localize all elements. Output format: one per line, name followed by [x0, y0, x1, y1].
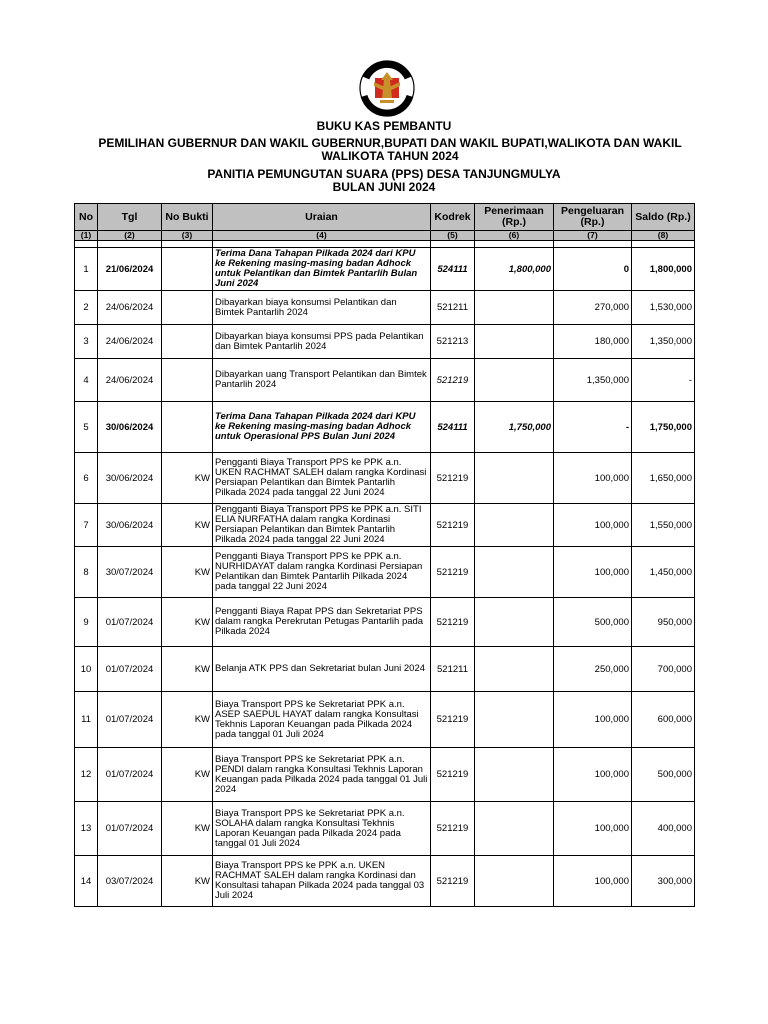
row-number: 11	[75, 692, 98, 748]
row-number: 1	[75, 248, 98, 291]
row-balance: 950,000	[632, 598, 695, 647]
row-expense: 270,000	[554, 291, 632, 325]
row-income	[475, 692, 554, 748]
col-number: (1)	[75, 231, 98, 241]
row-income	[475, 325, 554, 359]
row-date: 01/07/2024	[98, 692, 162, 748]
col-number: (4)	[213, 231, 431, 241]
row-date: 21/06/2024	[98, 248, 162, 291]
col-header-kodrek: Kodrek	[431, 204, 475, 231]
kpu-logo	[356, 58, 418, 118]
col-header-no: No	[75, 204, 98, 231]
table-row	[75, 802, 695, 856]
row-description: Biaya Transport PPS ke Sekretariat PPK a.n. ASEP SAEPUL HAYAT dalam rangka Konsultasi Tekhnis Laporan Keuangan pada Pilkada 2024 pada tanggal 01 Juli 2024	[213, 692, 431, 748]
row-date: 30/07/2024	[98, 547, 162, 598]
row-receipt: KW	[162, 647, 213, 692]
row-account-code: 521219	[431, 359, 475, 402]
row-number: 14	[75, 856, 98, 907]
row-description: Dibayarkan biaya konsumsi Pelantikan dan Bimtek Pantarlih 2024	[213, 291, 431, 325]
row-account-code: 524111	[431, 402, 475, 453]
row-number: 6	[75, 453, 98, 504]
row-description: Pengganti Biaya Rapat PPS dan Sekretariat PPS dalam rangka Perekrutan Petugas Pantarlih pada Pilkada 2024	[213, 598, 431, 647]
table-row	[75, 248, 695, 291]
row-number: 5	[75, 402, 98, 453]
row-expense: 0	[554, 248, 632, 291]
row-description: Pengganti Biaya Transport PPS ke PPK a.n. SITI ELIA NURFATHA dalam rangka Kordinasi Persiapan Pelantikan dan Bimtek Pantarlih Pilkada 2024 pada tanggal 22 Juni 2024	[213, 504, 431, 547]
row-number: 10	[75, 647, 98, 692]
row-account-code: 521213	[431, 325, 475, 359]
row-balance: 1,530,000	[632, 291, 695, 325]
row-number: 7	[75, 504, 98, 547]
row-account-code: 524111	[431, 248, 475, 291]
row-expense: 100,000	[554, 504, 632, 547]
col-number: (7)	[554, 231, 632, 241]
row-receipt: KW	[162, 856, 213, 907]
row-receipt: KW	[162, 504, 213, 547]
row-description: Biaya Transport PPS ke Sekretariat PPK a.n. PENDI dalam rangka Konsultasi Tekhnis Laporan Keuangan pada Pilkada 2024 pada tanggal 01 Juli 2024	[213, 748, 431, 802]
row-description: Terima Dana Tahapan Pilkada 2024 dari KPU ke Rekening masing-masing badan Adhock untuk Pelantikan dan Bimtek Pantarlih Bulan Juni 2024	[213, 248, 431, 291]
table-header-row	[75, 204, 695, 231]
table-row	[75, 291, 695, 325]
row-income	[475, 453, 554, 504]
col-number: (8)	[632, 231, 695, 241]
row-income: 1,750,000	[475, 402, 554, 453]
row-receipt: KW	[162, 547, 213, 598]
col-header-pengeluaran: Pengeluaran (Rp.)	[554, 204, 632, 231]
row-balance: 1,650,000	[632, 453, 695, 504]
row-date: 30/06/2024	[98, 504, 162, 547]
row-description: Dibayarkan uang Transport Pelantikan dan Bimtek Pantarlih 2024	[213, 359, 431, 402]
row-description: Dibayarkan biaya konsumsi PPS pada Pelantikan dan Bimtek Pantarlih 2024	[213, 325, 431, 359]
col-header-tgl: Tgl	[98, 204, 162, 231]
row-expense: 100,000	[554, 547, 632, 598]
row-balance: 1,350,000	[632, 325, 695, 359]
row-income	[475, 598, 554, 647]
row-date: 24/06/2024	[98, 291, 162, 325]
col-header-penerimaan: Penerimaan (Rp.)	[475, 204, 554, 231]
row-balance: 700,000	[632, 647, 695, 692]
row-receipt	[162, 359, 213, 402]
row-income	[475, 748, 554, 802]
table-row	[75, 692, 695, 748]
row-balance: 1,450,000	[632, 547, 695, 598]
row-balance: 1,800,000	[632, 248, 695, 291]
row-account-code: 521219	[431, 598, 475, 647]
col-number: (6)	[475, 231, 554, 241]
table-row	[75, 856, 695, 907]
row-receipt: KW	[162, 748, 213, 802]
table-row	[75, 504, 695, 547]
row-expense: -	[554, 402, 632, 453]
row-receipt: KW	[162, 598, 213, 647]
row-receipt	[162, 402, 213, 453]
period-label: BULAN JUNI 2024	[332, 180, 436, 194]
document-subtitle: PEMILIHAN GUBERNUR DAN WAKIL GUBERNUR,BUPATI DAN WAKIL BUPATI,WALIKOTA DAN WAKIL WALIKOTA TAHUN 2024	[98, 136, 682, 163]
row-receipt	[162, 291, 213, 325]
row-description: Terima Dana Tahapan Pilkada 2024 dari KPU ke Rekening masing-masing badan Adhock untuk Operasional PPS Bulan Juni 2024	[213, 402, 431, 453]
committee-name: PANITIA PEMUNGUTAN SUARA (PPS) DESA TANJUNGMULYA	[207, 167, 561, 181]
row-description: Pengganti Biaya Transport PPS ke PPK a.n. UKEN RACHMAT SALEH dalam rangka Kordinasi Persiapan Pelantikan dan Bimtek Pantarlih Pilkada 2024 pada tanggal 22 Juni 2024	[213, 453, 431, 504]
document-title: BUKU KAS PEMBANTU	[316, 119, 452, 133]
table-row	[75, 598, 695, 647]
row-income	[475, 359, 554, 402]
row-account-code: 521219	[431, 692, 475, 748]
row-date: 24/06/2024	[98, 325, 162, 359]
table-row	[75, 453, 695, 504]
row-expense: 250,000	[554, 647, 632, 692]
row-balance: 1,750,000	[632, 402, 695, 453]
row-expense: 1,350,000	[554, 359, 632, 402]
row-expense: 180,000	[554, 325, 632, 359]
row-account-code: 521211	[431, 291, 475, 325]
row-income	[475, 504, 554, 547]
row-income	[475, 802, 554, 856]
row-account-code: 521219	[431, 856, 475, 907]
row-number: 13	[75, 802, 98, 856]
row-receipt	[162, 248, 213, 291]
row-account-code: 521219	[431, 453, 475, 504]
col-header-saldo: Saldo (Rp.)	[632, 204, 695, 231]
col-number: (2)	[98, 231, 162, 241]
row-date: 03/07/2024	[98, 856, 162, 907]
row-date: 30/06/2024	[98, 453, 162, 504]
row-balance: -	[632, 359, 695, 402]
row-date: 24/06/2024	[98, 359, 162, 402]
row-date: 01/07/2024	[98, 748, 162, 802]
row-account-code: 521219	[431, 547, 475, 598]
row-expense: 100,000	[554, 802, 632, 856]
row-number: 3	[75, 325, 98, 359]
row-balance: 1,550,000	[632, 504, 695, 547]
row-date: 30/06/2024	[98, 402, 162, 453]
table-row	[75, 547, 695, 598]
row-income	[475, 647, 554, 692]
row-income: 1,800,000	[475, 248, 554, 291]
col-number: (5)	[431, 231, 475, 241]
row-description: Pengganti Biaya Transport PPS ke PPK a.n. NURHIDAYAT dalam rangka Kordinasi Persiapan Pelantikan dan Bimtek Pantarlih Pilkada 2024 pada tanggal 22 Juni 2024	[213, 547, 431, 598]
row-date: 01/07/2024	[98, 647, 162, 692]
row-receipt: KW	[162, 453, 213, 504]
row-balance: 500,000	[632, 748, 695, 802]
table-row	[75, 748, 695, 802]
row-expense: 100,000	[554, 692, 632, 748]
row-description: Biaya Transport PPS ke PPK a.n. UKEN RACHMAT SALEH dalam rangka Kordinasi dan Konsultasi tahapan Pilkada 2024 pada tanggal 03 Juli 2024	[213, 856, 431, 907]
col-header-no-bukti: No Bukti	[162, 204, 213, 231]
row-number: 4	[75, 359, 98, 402]
row-expense: 100,000	[554, 748, 632, 802]
table-row	[75, 647, 695, 692]
row-expense: 500,000	[554, 598, 632, 647]
row-receipt: KW	[162, 692, 213, 748]
table-row	[75, 325, 695, 359]
table-row	[75, 359, 695, 402]
row-balance: 600,000	[632, 692, 695, 748]
row-balance: 400,000	[632, 802, 695, 856]
row-expense: 100,000	[554, 453, 632, 504]
row-description: Biaya Transport PPS ke Sekretariat PPK a.n. SOLAHA dalam rangka Konsultasi Tekhnis Laporan Keuangan pada Pilkada 2024 pada tanggal 01 Juli 2024	[213, 802, 431, 856]
row-balance: 300,000	[632, 856, 695, 907]
col-header-uraian: Uraian	[213, 204, 431, 231]
row-number: 8	[75, 547, 98, 598]
row-number: 9	[75, 598, 98, 647]
row-receipt: KW	[162, 802, 213, 856]
row-number: 2	[75, 291, 98, 325]
row-number: 12	[75, 748, 98, 802]
col-number: (3)	[162, 231, 213, 241]
spacer-row	[75, 241, 695, 248]
row-description: Belanja ATK PPS dan Sekretariat bulan Juni 2024	[213, 647, 431, 692]
cash-book-table	[74, 203, 695, 907]
row-account-code: 521219	[431, 504, 475, 547]
row-income	[475, 547, 554, 598]
row-account-code: 521219	[431, 802, 475, 856]
row-account-code: 521211	[431, 647, 475, 692]
table-row	[75, 402, 695, 453]
row-account-code: 521219	[431, 748, 475, 802]
row-expense: 100,000	[554, 856, 632, 907]
row-receipt	[162, 325, 213, 359]
row-income	[475, 291, 554, 325]
row-date: 01/07/2024	[98, 802, 162, 856]
row-date: 01/07/2024	[98, 598, 162, 647]
row-income	[475, 856, 554, 907]
column-number-row	[75, 231, 695, 241]
